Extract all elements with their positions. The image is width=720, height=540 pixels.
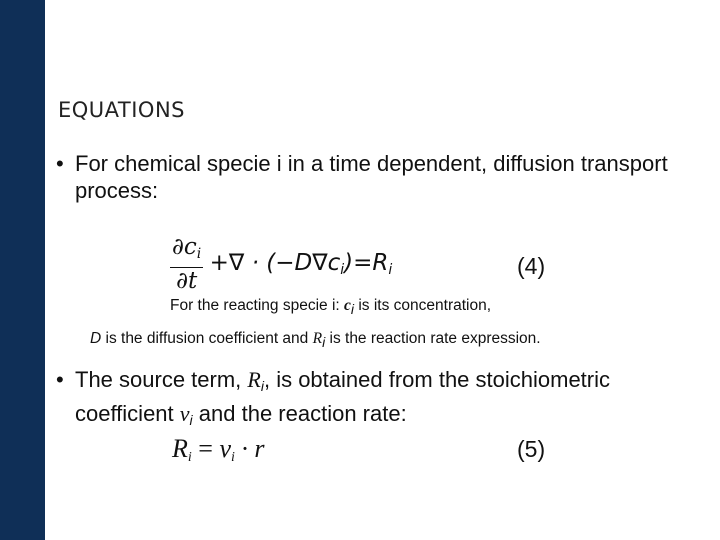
note-line-2: D is the diffusion coefficient and Ri is the reaction rate expression. [90, 330, 541, 350]
bullet-text-1: For chemical specie i in a time dependent, diffusion transport process: [75, 151, 668, 203]
equation-4-rhs: +∇ · $(-D\nabla c_i)=R_i$ [209, 250, 393, 278]
equation-5-label: (5) [517, 436, 546, 462]
slide-title: EQUATIONS [58, 98, 185, 122]
fraction-numerator: $\partial c_i$ [170, 234, 203, 268]
equation-5: $R_i = v_i \cdot r$ [172, 434, 265, 465]
bullet-dot: • [56, 367, 64, 392]
bullet-text-2: The source term, $R_i$, is obtained from the stoichiometric coefficient $v_i$ and the reaction rate: [75, 367, 611, 428]
fraction-denominator: ∂t [176, 268, 198, 294]
equation-4 [170, 234, 392, 294]
note-line-1: For the reacting specie i: ci is its concentration, [170, 297, 492, 317]
equation-4-fraction [170, 234, 203, 294]
equation-4-label: (4) [517, 253, 546, 279]
bullet-dot: • [56, 151, 64, 176]
sidebar-bar [0, 0, 45, 540]
